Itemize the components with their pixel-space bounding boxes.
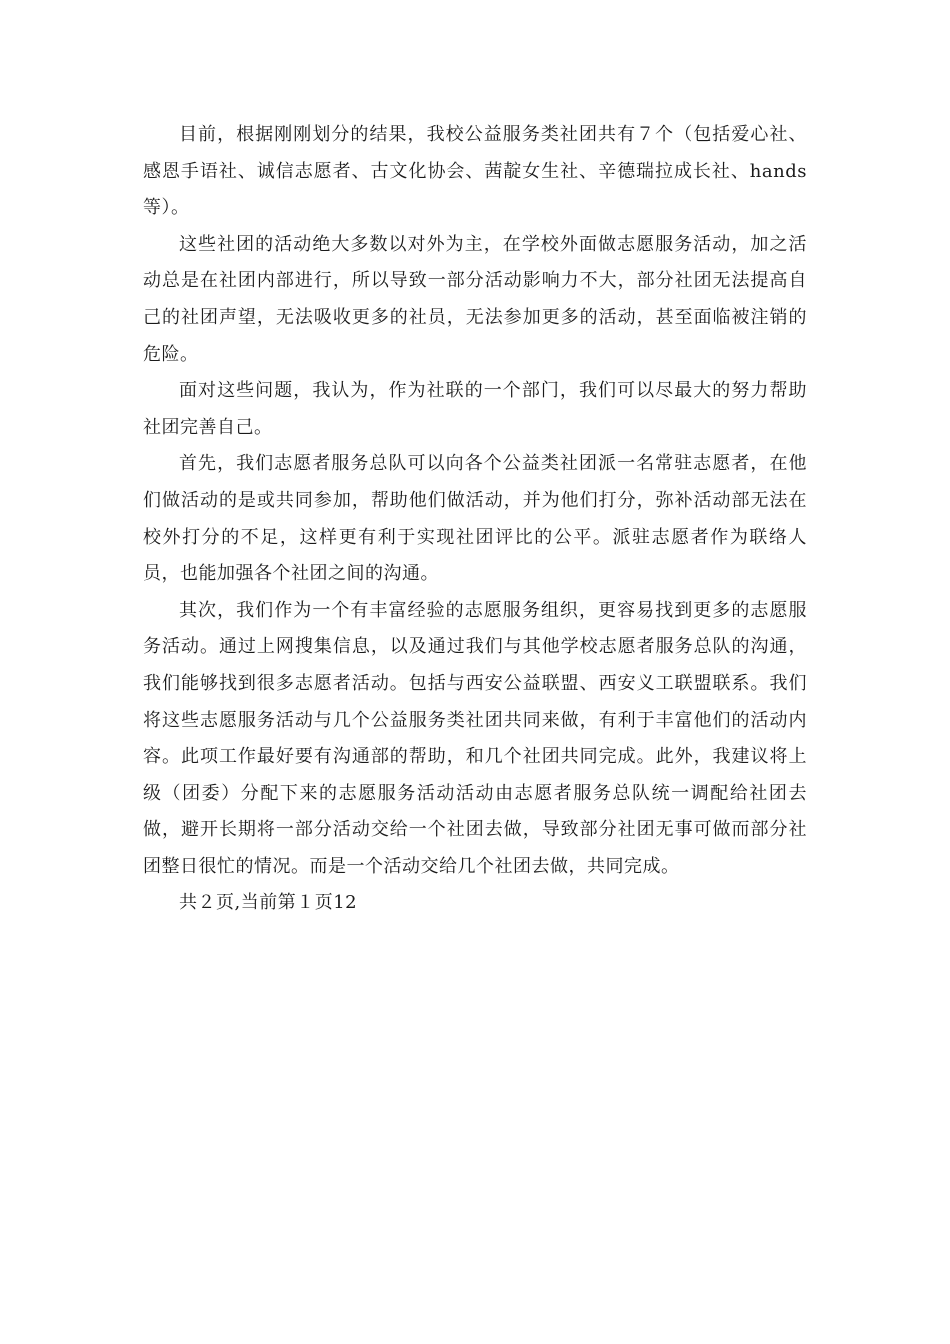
paragraph-5: 其次，我们作为一个有丰富经验的志愿服务组织，更容易找到更多的志愿服务活动。通过上网搜集信息，以及通过我们与其他学校志愿者服务总队的沟通，我们能够找到很多志愿者活动。包括与西安公益联盟、西安义工联盟联系。我们将这些志愿服务活动与几个公益服务类社团共同来做，有利于丰富他们的活动内容。此项工作最好要有沟通部的帮助，和几个社团共同完成。此外，我建议将上级（团委）分配下来的志愿服务活动活动由志愿者服务总队统一调配给社团去做，避开长期将一部分活动交给一个社团去做，导致部分社团无事可做而部分社团整日很忙的情况。而是一个活动交给几个社团去做，共同完成。 [143,599,807,877]
pagination-text: 共２页,当前第１页12 [179,892,358,914]
paragraph-1: 目前，根据刚刚划分的结果，我校公益服务类社团共有７个（包括爱心社、感恩手语社、诚信志愿者、古文化协会、茜靛女生社、辛德瑞拉成长社、hands等）。 [143,124,807,219]
document-body [143,117,807,922]
paragraph-3: 面对这些问题，我认为，作为社联的一个部门，我们可以尽最大的努力帮助社团完善自己。 [143,380,807,438]
paragraph-2: 这些社团的活动绝大多数以对外为主，在学校外面做志愿服务活动，加之活动总是在社团内部进行，所以导致一部分活动影响力不大，部分社团无法提高自己的社团声望，无法吸收更多的社员，无法参加更多的活动，甚至面临被注销的危险。 [143,233,807,365]
paragraph-4: 首先，我们志愿者服务总队可以向各个公益类社团派一名常驻志愿者，在他们做活动的是或共同参加，帮助他们做活动，并为他们打分，弥补活动部无法在校外打分的不足，这样更有利于实现社团评比的公平。派驻志愿者作为联络人员，也能加强各个社团之间的沟通。 [143,453,807,585]
